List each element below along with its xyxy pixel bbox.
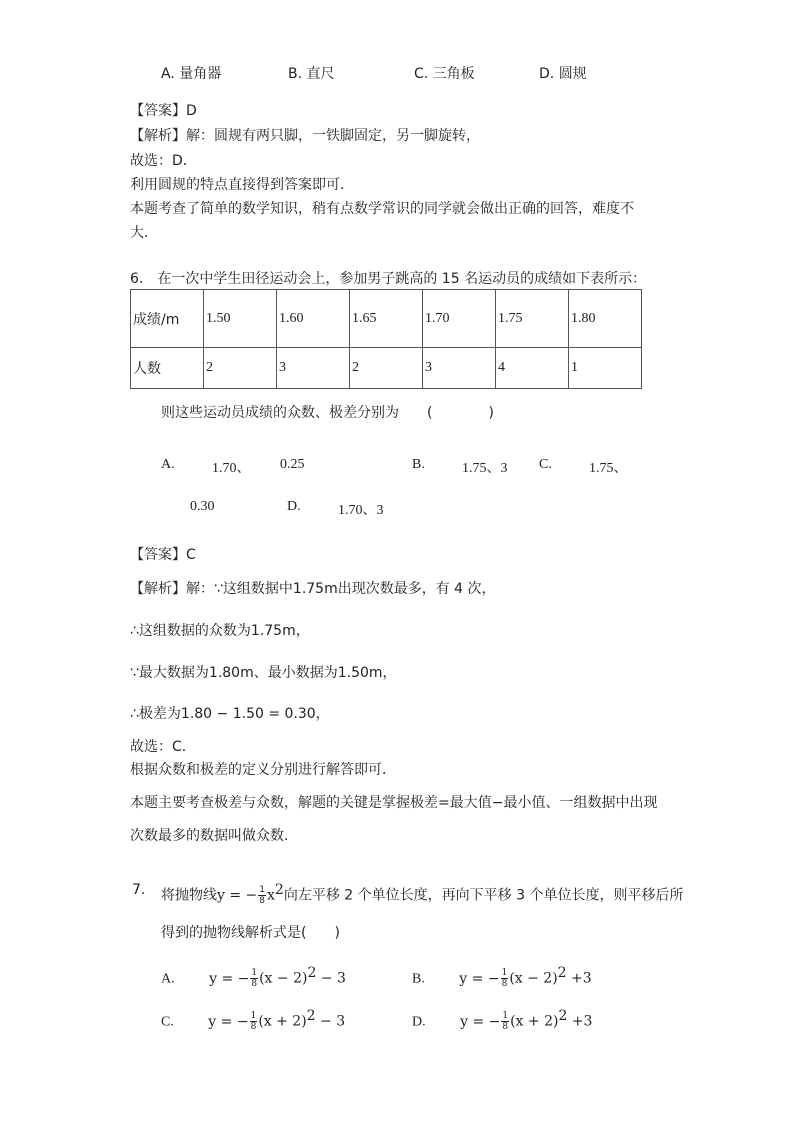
q6-option-d-letter: D. — [287, 499, 301, 514]
table-cell: 1.65 — [350, 290, 423, 348]
table-cell: 3 — [277, 348, 350, 389]
q6-analysis-line: 本题主要考查极差与众数，解题的关键是掌握极差=最大值−最小值、一组数据中出现 — [130, 795, 658, 811]
fraction: $\frac{1}{8}$ — [251, 968, 258, 990]
q6-option-c-letter: C. — [539, 457, 552, 472]
table-cell: 1.60 — [277, 290, 350, 348]
q6-option-b-letter: B. — [412, 457, 425, 472]
q6-option-d-value: 1.70、3 — [338, 503, 384, 518]
q5-analysis-line: 利用圆规的特点直接得到答案即可． — [130, 177, 354, 193]
q7-option-b: B. y = − $\frac{1}{8}$ $(x - 2)^2 +3$ — [412, 965, 592, 990]
q6-analysis-line: 【解析】解：∵这组数据中1.75m出现次数最多，有 4 次， — [130, 581, 496, 597]
table-cell: 2 — [350, 348, 423, 389]
q5-analysis-line: 本题考查了简单的数学知识，稍有点数学常识的同学就会做出正确的回答，难度不 — [130, 201, 634, 217]
q6-option-b-value: 1.75、3 — [462, 461, 508, 476]
table-cell: 1.80 — [569, 290, 642, 348]
table-cell: 1.75 — [496, 290, 569, 348]
q5-analysis-line: 故选：D． — [130, 153, 197, 169]
q5-answer: 【答案】D — [130, 103, 197, 119]
q6-option-a-value: 1.70、 — [212, 461, 251, 476]
q7-option-d: D. y = − $\frac{1}{8}$ $(x + 2)^2 +3$ — [412, 1008, 593, 1033]
fraction: $\frac{1}{8}$ — [501, 968, 508, 990]
q5-option-a: A. 量角器 — [161, 66, 222, 82]
q6-question: 则这些运动员成绩的众数、极差分别为 ( ) — [161, 405, 494, 421]
table-row — [131, 348, 642, 389]
table-cell: 4 — [496, 348, 569, 389]
q6-analysis-line: ∵最大数据为1.80m、最小数据为1.50m， — [130, 665, 397, 681]
q6-option-a-value: 0.25 — [280, 457, 305, 472]
table-cell: 2 — [204, 348, 277, 389]
q5-option-b: B. 直尺 — [288, 66, 335, 82]
table-cell: 1.70 — [423, 290, 496, 348]
q5-option-c: C. 三角板 — [414, 66, 475, 82]
q6-analysis-line: 故选：C． — [130, 739, 196, 755]
table-cell: 3 — [423, 348, 496, 389]
q6-option-c-value: 0.30 — [190, 499, 215, 514]
q7-option-a: A. y = − $\frac{1}{8}$ $(x - 2)^2 - 3$ — [161, 965, 346, 990]
fraction: $\frac{1}{8}$ — [259, 885, 266, 907]
q7-number: 7. — [132, 882, 146, 898]
q5-option-d: D. 圆规 — [539, 66, 587, 82]
q6-option-a-letter: A. — [161, 457, 175, 472]
table-cell: 成绩/m — [131, 290, 204, 348]
q6-analysis-line: 根据众数和极差的定义分别进行解答即可． — [130, 762, 396, 778]
scores-table — [130, 289, 642, 389]
table-cell: 1.50 — [204, 290, 277, 348]
table-row — [131, 290, 642, 348]
fraction: $\frac{1}{8}$ — [502, 1011, 509, 1033]
q6-analysis-line: 次数最多的数据叫做众数． — [130, 828, 298, 844]
table-cell: 人数 — [131, 348, 204, 389]
q7-stem-line-2: 得到的抛物线解析式是( ) — [161, 925, 340, 941]
q5-analysis-line: 【解析】解：圆规有两只脚，一铁脚固定，另一脚旋转， — [130, 128, 480, 144]
q6-analysis-line: ∴极差为1.80 − 1.50 = 0.30， — [130, 706, 330, 722]
fraction: $\frac{1}{8}$ — [250, 1011, 257, 1033]
q6-stem: 6. 在一次中学生田径运动会上，参加男子跳高的 15 名运动员的成绩如下表所示： — [130, 271, 647, 287]
q7-option-c: C. y = − $\frac{1}{8}$ $(x + 2)^2 - 3$ — [161, 1008, 346, 1033]
q7-stem: 将抛物线y = − $\frac{1}{8}$ $x^2$向左平移 2 个单位长度，再向下平移 3 个单位长度，则平移后所 — [161, 882, 684, 907]
q5-analysis-line: 大． — [130, 225, 158, 241]
q6-answer: 【答案】C — [130, 547, 196, 563]
table-cell: 1 — [569, 348, 642, 389]
q6-option-c-value: 1.75、 — [589, 461, 628, 476]
q6-analysis-line: ∴这组数据的众数为1.75m， — [130, 623, 310, 639]
